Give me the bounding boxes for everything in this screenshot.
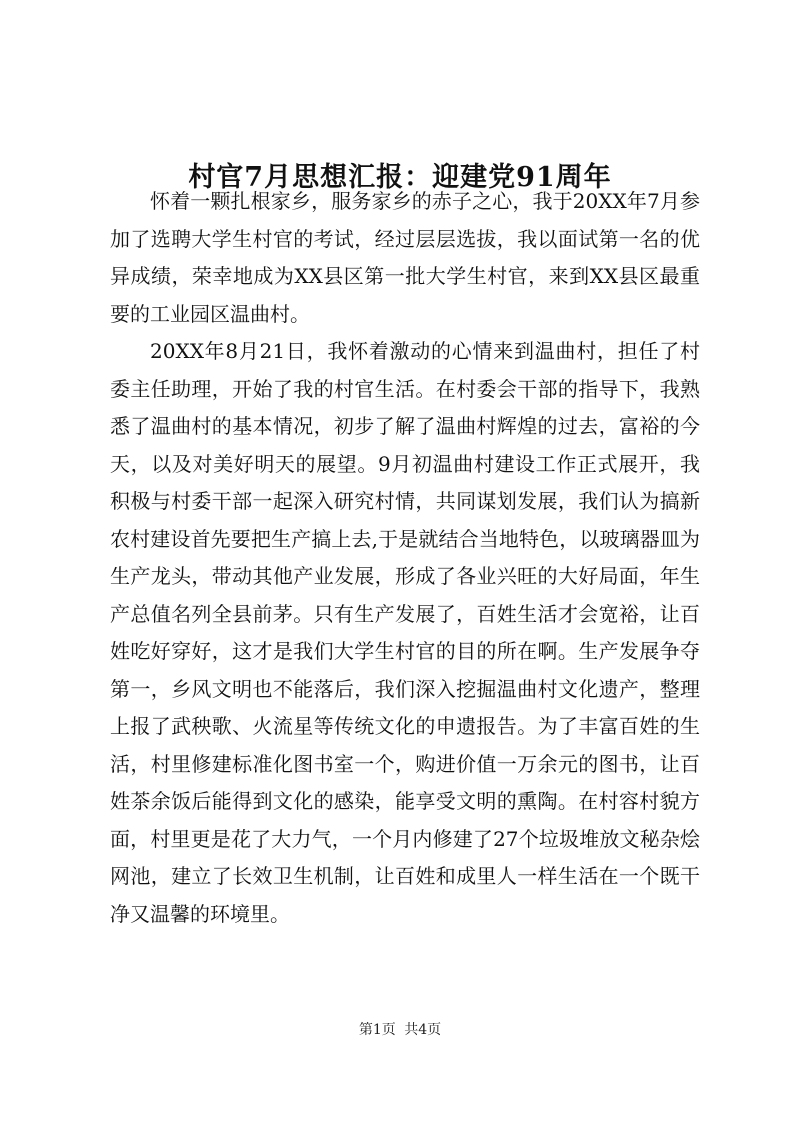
page-number: 第1页 <box>358 1022 396 1038</box>
document-title: 村官7月思想汇报：迎建党91周年 <box>188 162 612 194</box>
paragraph-2: 20XX年8月21日，我怀着激动的心情来到温曲村，担任了村委主任助理，开始了我的村官生活。在村委会干部的指导下，我熟悉了温曲村的基本情况，初步了解了温曲村辉煌的过去，富裕的今天，以及对美好明天的展望。9月初温曲村建设工作正式展开，我积极与村委干部一起深入研究村情，共同谋划发展，我们认为搞新农村建设首先要把生产搞上去,于是就结合当地特色，以玻璃器皿为生产龙头，带动其他产业发展，形成了各业兴旺的大好局面，年生产总值名列全县前茅。只有生产发展了，百姓生活才会宽裕，让百姓吃好穿好，这才是我们大学生村官的目的所在啊。生产发展争夺第一，乡风文明也不能落后，我们深入挖掘温曲村文化遗产，整理上报了武秧歌、火流星等传统文化的申遗报告。为了丰富百姓的生活，村里修建标准化图书室一个，购进价值一万余元的图书，让百姓茶余饭后能得到文化的感染，能享受文明的熏陶。在村容村貌方面，村里更是花了大力气，一个月内修建了27个垃圾堆放文秘杂烩网池，建立了长效卫生机制，让百姓和成里人一样生活在一个既干净又温馨的环境里。 <box>110 339 700 926</box>
page-total: 共4页 <box>404 1022 442 1038</box>
paragraph-1: 怀着一颗扎根家乡，服务家乡的赤子之心，我于20XX年7月参加了选聘大学生村官的考试，经过层层选拔，我以面试第一名的优异成绩，荣幸地成为XX县区第一批大学生村官，来到XX县区最重要的工业园区温曲村。 <box>110 189 700 326</box>
document-body <box>110 183 700 933</box>
page-footer <box>0 1020 800 1040</box>
